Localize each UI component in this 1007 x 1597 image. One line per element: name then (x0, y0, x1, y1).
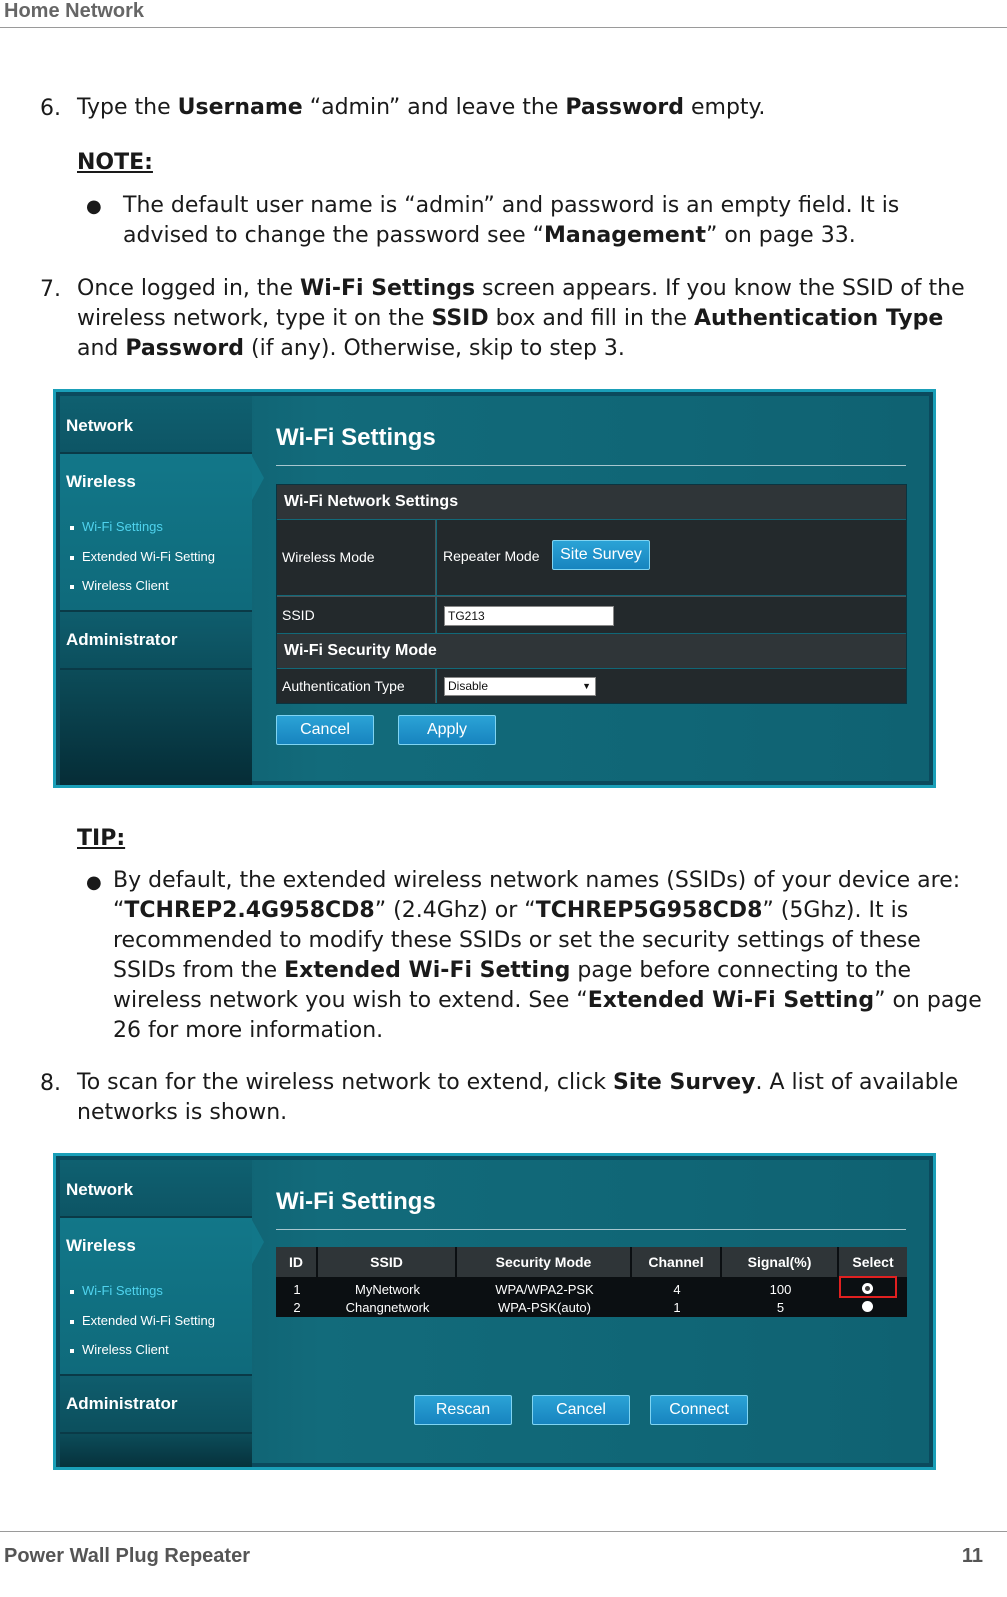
header-rule (0, 27, 1007, 28)
cancel-button[interactable]: Cancel (276, 715, 374, 745)
survey-table (276, 1247, 907, 1317)
sidebar-item-wifi-settings[interactable]: Wi-Fi Settings (70, 1283, 163, 1298)
connect-button[interactable]: Connect (650, 1395, 748, 1425)
sidebar (60, 396, 252, 781)
sidebar-wireless[interactable]: Wireless (66, 1236, 136, 1255)
active-pointer (252, 456, 264, 500)
running-header: Home Network (4, 0, 145, 22)
col-channel: Channel (632, 1247, 722, 1277)
col-ssid: SSID (318, 1247, 457, 1277)
col-security: Security Mode (457, 1247, 632, 1277)
wireless-mode-label: Wireless Mode (282, 549, 375, 565)
section-network-settings: Wi-Fi Network Settings (284, 493, 459, 510)
row1-ssid: MyNetwork (354, 1282, 420, 1297)
site-survey-screenshot (53, 1153, 936, 1470)
page-number: 11 (961, 1545, 983, 1567)
sidebar-item-wifi-settings[interactable]: Wi-Fi Settings (70, 519, 163, 534)
wifi-settings-screenshot (53, 389, 936, 788)
col-select: Select (839, 1247, 907, 1277)
apply-button[interactable]: Apply (398, 715, 496, 745)
sidebar-item-wireless-client[interactable]: Wireless Client (70, 1342, 169, 1357)
auth-type-select[interactable]: Disable ▼ (444, 677, 596, 696)
sidebar-administrator[interactable]: Administrator (66, 630, 178, 649)
step-8-text: To scan for the wireless network to extend, click Site Survey. A list of available networks is shown. (77, 1070, 959, 1125)
footer-title: Power Wall Plug Repeater (4, 1545, 250, 1567)
step-8-number: 8. (40, 1071, 61, 1096)
title-rule (276, 465, 906, 466)
section-security-mode: Wi-Fi Security Mode (284, 642, 437, 659)
row2-id: 2 (293, 1300, 301, 1315)
title-rule (276, 1229, 906, 1230)
row2-channel: 1 (673, 1300, 681, 1315)
sidebar-item-extended-wifi[interactable]: Extended Wi-Fi Setting (70, 1313, 215, 1328)
highlight-box (839, 1276, 897, 1298)
site-survey-button[interactable]: Site Survey (552, 540, 650, 570)
row1-signal: 100 (769, 1282, 792, 1297)
step-7-number: 7. (40, 277, 61, 302)
rescan-button[interactable]: Rescan (414, 1395, 512, 1425)
sidebar-wireless[interactable]: Wireless (66, 472, 136, 491)
row2-security: WPA-PSK(auto) (498, 1300, 591, 1315)
tip-label: TIP: (77, 826, 126, 851)
ssid-input[interactable]: TG213 (444, 606, 614, 626)
dropdown-caret-icon: ▼ (582, 681, 591, 691)
row1-security: WPA/WPA2-PSK (495, 1282, 594, 1297)
sidebar-item-wireless-client[interactable]: Wireless Client (70, 578, 169, 593)
page-title: Wi-Fi Settings (276, 1188, 436, 1215)
active-pointer (252, 1220, 264, 1264)
bullet-icon: ● (86, 872, 102, 893)
sidebar (60, 1160, 252, 1463)
step-7-text: Once logged in, the Wi-Fi Settings screen appears. If you know the SSID of the wireless network, type it on the SSID box and fill in the Authentication Type and Password (if any). Otherwise, skip to step 3. (77, 276, 965, 361)
row2-select-radio[interactable] (862, 1301, 873, 1312)
note-label: NOTE: (77, 150, 153, 175)
step-6-text: Type the Username “admin” and leave the Password empty. (77, 95, 766, 120)
ssid-label: SSID (282, 607, 315, 623)
cancel-button[interactable]: Cancel (532, 1395, 630, 1425)
sidebar-administrator[interactable]: Administrator (66, 1394, 178, 1413)
row2-signal: 5 (776, 1300, 785, 1315)
row2-ssid: Changnetwork (345, 1300, 430, 1315)
col-id: ID (276, 1247, 318, 1277)
sidebar-network[interactable]: Network (66, 1180, 134, 1199)
auth-type-label: Authentication Type (282, 678, 405, 694)
sidebar-item-extended-wifi[interactable]: Extended Wi-Fi Setting (70, 549, 215, 564)
tip-text: By default, the extended wireless network names (SSIDs) of your device are: “TCHREP2.4G958CD8” (2.4Ghz) or “TCHREP5G958CD8” (5Ghz). It is recommended to modify these SSIDs or set the security settings of these SSIDs from the Extended Wi-Fi Setting page before connecting to the wireless network you wish to extend. See “Extended Wi-Fi Setting” on page 26 for more information. (113, 868, 982, 1043)
wireless-mode-value: Repeater Mode (443, 548, 540, 564)
footer-rule (0, 1531, 1007, 1532)
bullet-icon: ● (86, 196, 102, 217)
step-6-number: 6. (40, 96, 61, 121)
row1-channel: 4 (673, 1282, 681, 1297)
sidebar-network[interactable]: Network (66, 416, 134, 435)
row1-id: 1 (293, 1282, 301, 1297)
note-bullet-text: The default user name is “admin” and password is an empty field. It is advised to change the password see “Management” on page 33. (123, 193, 900, 248)
settings-table (276, 484, 907, 704)
page-title: Wi-Fi Settings (276, 424, 436, 451)
col-signal: Signal(%) (722, 1247, 839, 1277)
